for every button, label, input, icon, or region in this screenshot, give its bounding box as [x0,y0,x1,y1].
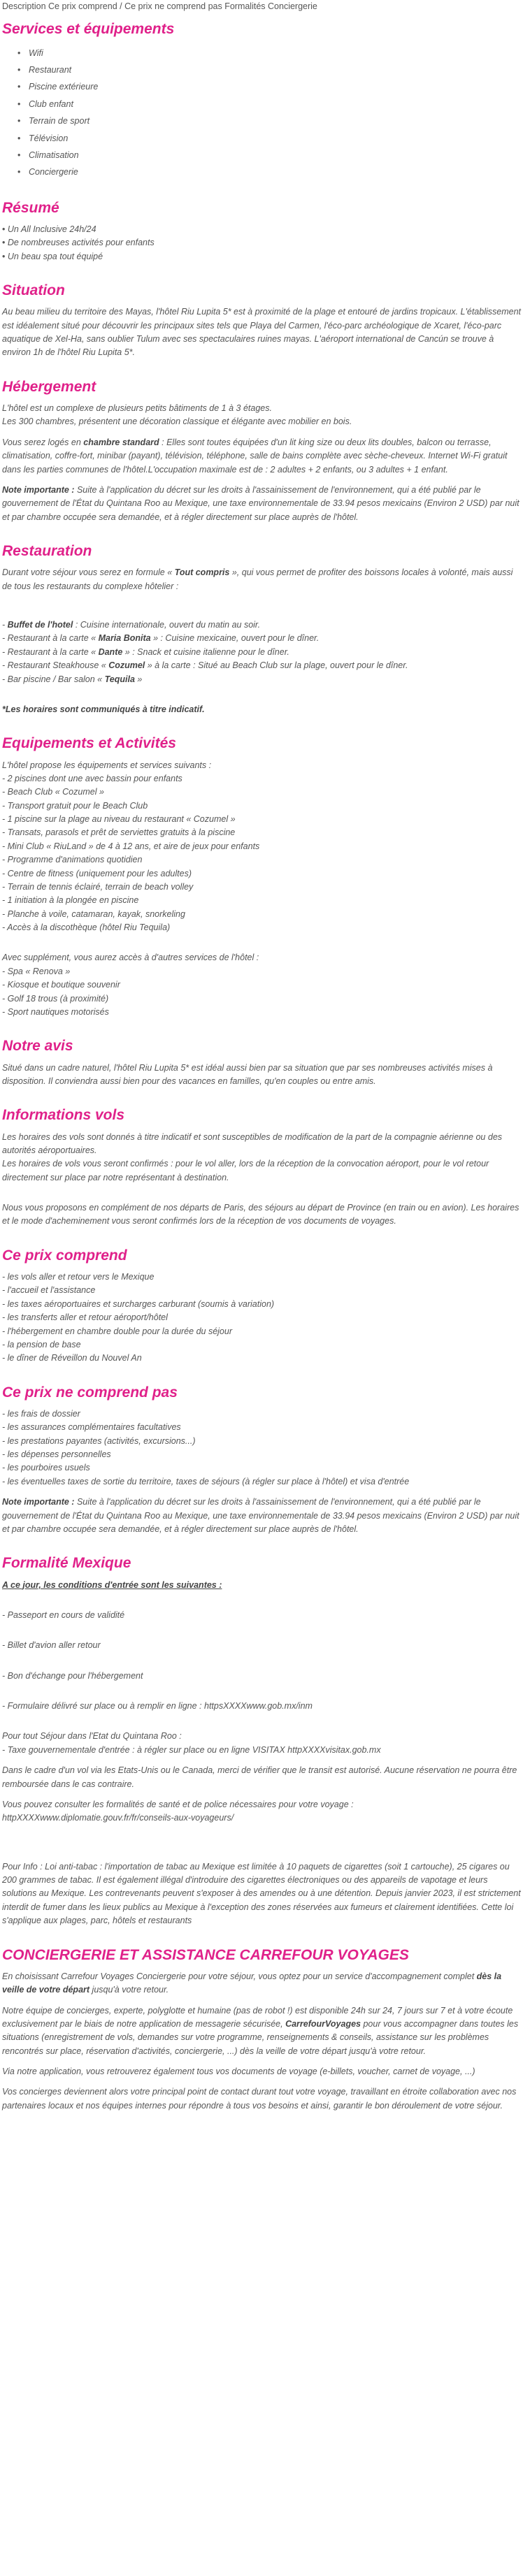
resume-list [2,223,524,263]
formalite-condition: - Passeport en cours de validité [2,1609,125,1620]
formalite-sejour: Pour tout Séjour dans l'Etat du Quintana Roo : - Taxe gouvernementale d'entrée : à régler sur place ou en ligne VISITAX httpXXXXvisitax.gob.mx [2,1731,381,1755]
list-item: - Transport gratuit pour le Beach Club [2,800,148,811]
formalite-tabac-info: Pour Info : Loi anti-tabac : l'importation de tabac au Mexique est limitée à 10 paquets de cigarettes (soit 1 cartouche), 25 cigares ou 200 grammes de tabac. Il est également illégal d'introduire des cigarettes électroniques ou des appareils de vapotage et leurs solutions au Mexique. Les contrevenants peuvent s'exposer à des amendes ou à une détention. Depuis janvier 2023, il est strictement interdit de fumer dans les lieux publics au Mexique à l'exception des zones réservées aux fumeurs et clairement identifiées. Cette loi s'applique aux plages, parc, hôtels et restaurants [2,1861,521,1926]
equipements-intro: L'hôtel propose les équipements et services suivants : [2,760,212,770]
services-title: Services et équipements [2,21,175,38]
list-item: - la pension de base [2,1339,81,1349]
list-item: • Piscine extérieure [29,78,524,95]
restauration-intro: Durant votre séjour vous serez en formule « Tout compris », qui vous permet de profiter des boissons locales à volonté, mais aussi de tous les restaurants du complexe hôtelier : [2,567,513,591]
list-item: • Terrain de sport [29,113,524,129]
list-item: - Kiosque et boutique souvenir [2,980,120,990]
avis-text: Situé dans un cadre naturel, l'hôtel Riu Lupita 5* est idéal aussi bien par sa situation que par ses nombreuses activités mises à disposition. Il conviendra aussi bien pour des vacances en familles, qu'en couples ou entre amis. [2,1062,493,1086]
vols-text: Les horaires des vols sont donnés à titre indicatif et sont susceptibles de modification de la part de la compagnie aérienne ou des autorités aéroportuaires. Les horaires de vols vous seront confirmés : pour le vol aller, lors de la réception de la convocation aéroport, pour le vol retour directement sur place par notre représentant à destination. [2,1131,503,1182]
list-item: - les transferts aller et retour aéroport/hôtel [2,1312,168,1323]
conciergerie-p1: En choisissant Carrefour Voyages Conciergerie pour votre séjour, vous optez pour un service d'accompagnement complet dès la veille de votre départ jusqu'à votre retour. [2,1971,502,1995]
list-item: - l'accueil et l'assistance [2,1285,96,1296]
tabs-line: Description Ce prix comprend / Ce prix ne comprend pas Formalités Conciergerie [2,1,317,11]
list-item: - les prestations payantes (activités, excursions...) [2,1435,196,1446]
resume-title: Résumé [2,199,59,216]
ne-comprend-note: Note importante : Suite à l'application du décret sur les droits à l'assainissement de l'environnement, qui a été publié par le gouvernement de l'État du Quintana Roo au Mexique, une taxe environnementale de 33.94 pesos mexicains (Environ 2 USD) par nuit et par chambre occupée sera demandée, et à régler directement sur place auprès de l'hôtel. [2,1497,520,1534]
list-item: - Programme d'animations quotidien [2,855,143,865]
services-list [2,45,524,181]
list-item: - les taxes aéroportuaires et surcharges carburant (soumis à variation) [2,1298,275,1309]
list-item: - 1 piscine sur la plage au niveau du restaurant « Cozumel » [2,814,236,824]
list-item: - Spa « Renova » [2,966,71,976]
ne-comprend-list [2,1408,524,1489]
list-item: • Télévision [29,130,524,147]
list-item: - le dîner de Réveillon du Nouvel An [2,1353,142,1363]
formalite-transit: Dans le cadre d'un vol via les Etats-Unis ou le Canada, merci de vérifier que le transit est autorisé. Aucune réservation ne pourra être remboursée dans le cas contraire. [2,1765,517,1789]
hebergement-intro: L'hôtel est un complexe de plusieurs petits bâtiments de 1 à 3 étages. Les 300 chambres, présentent une décoration classique et élégante avec mobilier en bois. [2,403,352,427]
restauration-title: Restauration [2,543,92,559]
formalite-condition: - Billet d'avion aller retour [2,1640,101,1651]
restauration-horaires: *Les horaires sont communiqués à titre indicatif. [2,704,205,714]
list-item: • De nombreuses activités pour enfants [2,238,155,248]
list-item: - les pourboires usuels [2,1463,90,1473]
formalite-title: Formalité Mexique [2,1555,131,1572]
list-item: - Planche à voile, catamaran, kayak, snorkeling [2,909,185,919]
list-item: - Transats, parasols et prêt de serviettes gratuits à la piscine [2,827,236,838]
list-item: - Terrain de tennis éclairé, terrain de beach volley [2,881,194,892]
list-item: • Climatisation [29,147,524,164]
list-item: - l'hébergement en chambre double pour la durée du séjour [2,1326,232,1336]
list-item: • Wifi [29,45,524,61]
list-item: - les dépenses personnelles [2,1449,111,1459]
conciergerie-title: CONCIERGERIE ET ASSISTANCE CARREFOUR VOYAGES [2,1946,409,1963]
list-item: • Un beau spa tout équipé [2,251,103,261]
list-item: - 2 piscines dont une avec bassin pour enfants [2,773,182,783]
restauration-list: - Buffet de l'hotel : Cuisine internationale, ouvert du matin au soir. - Restaurant à la carte « Maria Bonita » : Cuisine mexicaine, ouvert pour le dîner. - Restaurant à la carte « Dante » : Snack et cuisine italienne pour le dîner. - Restaurant Steakhouse « Cozumel » à la carte : Situé au Beach Club sur la plage, ouvert pour le dîner. - Bar piscine / Bar salon « Tequila » [2,620,408,684]
list-item: - Mini Club « RiuLand » de 4 à 12 ans, et aire de jeux pour enfants [2,841,260,851]
ne-comprend-title: Ce prix ne comprend pas [2,1384,178,1401]
list-item: - 1 initiation à la plongée en piscine [2,895,139,906]
list-item: • Restaurant [29,61,524,78]
list-item: - Centre de fitness (uniquement pour les adultes) [2,868,192,878]
vols-title: Informations vols [2,1107,125,1124]
vols-province: Nous vous proposons en complément de nos départs de Paris, des séjours au départ de Province (en train ou en avion). Les horaires et le mode d'acheminement vous seront confirmés lors de la réception de vos documents de voyages. [2,1203,520,1227]
list-item: - les vols aller et retour vers le Mexique [2,1272,155,1282]
situation-text: Au beau milieu du territoire des Mayas, l'hôtel Riu Lupita 5* est à proximité de la plage et entouré de jardins tropicaux. L'établissement est idéalement situé pour découvrir les principaux sites tels que Playa del Carmen, l'éco-parc archéologique de Xcaret, l'éco-parc aquatique de Xel-Ha, sans oublier Tulum avec ses spectaculaires ruines mayas. L'aéroport international de Cancún se trouve à environ 1h de l'hôtel Riu Lupita 5*. [2,307,521,358]
situation-title: Situation [2,282,65,298]
list-item: - Beach Club « Cozumel » [2,787,104,797]
comprend-title: Ce prix comprend [2,1247,127,1264]
conciergerie-p2: Notre équipe de concierges, experte, polyglotte et humaine (pas de robot !) est disponible 24h sur 24, 7 jours sur 7 et à votre écoute exclusivement par le biais de notre application de messagerie sécurisée, CarrefourVoyages pour vous accompagner dans toutes les situations (enregistrement de vols, demandes sur votre programme, renseignements & conseils, assistance sur les problèmes rencontrés sur place, réservation d'activités, conciergerie, ...) dès la veille de votre départ jusqu'à votre retour. [2,2005,519,2056]
list-item: - Golf 18 trous (à proximité) [2,993,109,1004]
avis-title: Notre avis [2,1038,73,1055]
hebergement-note: Note importante : Suite à l'application du décret sur les droits à l'assainissement de l'environnement, qui a été publié par le gouvernement de l'État du Quintana Roo au Mexique, une taxe environnementale de 33.94 pesos mexicains (Environ 2 USD) par nuit et par chambre occupée sera demandée, et à régler directement sur place auprès de l'hôtel. [2,484,520,522]
formalite-condition: - Bon d'échange pour l'hébergement [2,1670,143,1681]
comprend-list [2,1271,524,1366]
hebergement-title: Hébergement [2,378,96,395]
list-item: - Accès à la discothèque (hôtel Riu Tequila) [2,922,171,932]
conciergerie-p4: Vos concierges deviennent alors votre principal point de contact durant tout votre voyage, travaillant en étroite collaboration avec nos partenaires locaux et nos équipes internes pour répondre à tous vos besoins et ainsi, garantir le bon déroulement de votre séjour. [2,2087,517,2111]
formalite-conditions: A ce jour, les conditions d'entrée sont les suivantes : [2,1579,222,1590]
list-item: - les éventuelles taxes de sortie du territoire, taxes de séjours (à régler sur place à l'hôtel) et visa d'entrée [2,1476,410,1486]
conciergerie-p3: Via notre application, vous retrouverez également tous vos documents de voyage (e-billets, voucher, carnet de voyage, ...) [2,2067,475,2076]
equipements-supp-intro: Avec supplément, vous aurez accès à d'autres services de l'hôtel : [2,953,259,963]
list-item: • Conciergerie [29,164,524,180]
list-item: - les assurances complémentaires facultatives [2,1422,181,1433]
equipements-supp-list [2,965,524,1020]
formalite-consult: Vous pouvez consulter les formalités de santé et de police nécessaires pour votre voyage : httpXXXXwww.diplomatie.gouv.fr/fr/conseils-aux-voyageurs/ [2,1799,354,1823]
list-item: • Club enfant [29,96,524,113]
list-item: - les frais de dossier [2,1408,80,1419]
hebergement-chambre: Vous serez logés en chambre standard : Elles sont toutes équipées d'un lit king size ou deux lits doubles, balcon ou terrasse, climatisation, coffre-fort, minibar (payant), télévision, téléphone, salle de bains complète avec sèche-cheveux. Internet Wi-Fi gratuit dans les parties communes de l'hôtel.L'occupation maximale est de : 2 adultes + 2 enfants, ou 3 adultes + 1 enfant. [2,437,508,475]
equipements-title: Equipements et Activités [2,735,176,752]
equipements-list [2,772,524,935]
list-item: • Un All Inclusive 24h/24 [2,224,96,234]
list-item: - Sport nautiques motorisés [2,1006,109,1017]
formalite-condition: - Formulaire délivré sur place ou à remplir en ligne : httpsXXXXwww.gob.mx/inm [2,1701,313,1711]
